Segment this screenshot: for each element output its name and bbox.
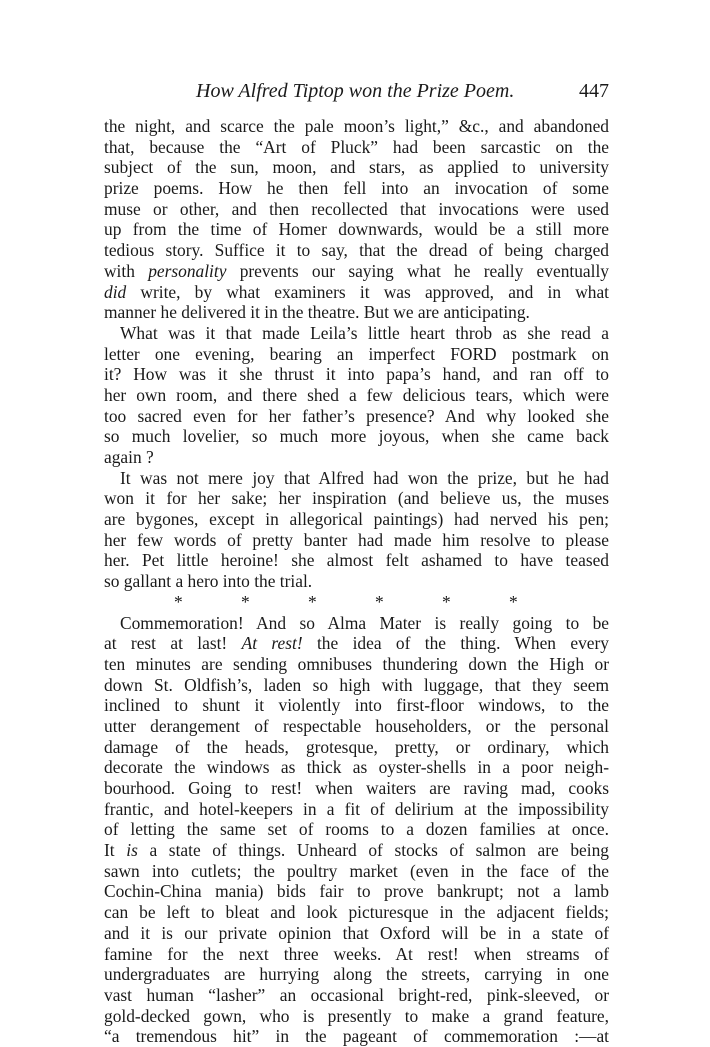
text-line: so much lovelier, so much more joyous, when she came back [104, 426, 609, 447]
text-fragment: prevents our saying what he really eventually [226, 260, 609, 281]
asterisk: * [375, 591, 384, 612]
text-line: inclined to shunt it violently into first-floor windows, to the [104, 695, 609, 716]
text-line: too sacred even for her father’s presence? And why looked she [104, 405, 609, 426]
text-line: won it for her sake; her inspiration (and believe us, the muses [104, 488, 609, 509]
text-line: sawn into cutlets; the poultry market (even in the face of the [104, 860, 609, 881]
text-line: letter one evening, bearing an imperfect FORD postmark on [104, 343, 609, 364]
text-line: tedious story. Suffice it to say, that the dread of being charged [104, 240, 609, 261]
page-header [104, 78, 609, 104]
text-fragment: with [104, 260, 149, 281]
text-line: muse or other, and then recollected that invocations were used [104, 198, 609, 219]
running-title: How Alfred Tiptop won the Prize Poem. [196, 80, 515, 102]
asterisk: * [241, 591, 250, 612]
text-line: It was not mere joy that Alfred had won the prize, but he had [120, 467, 609, 488]
text-line: her own room, and there shed a few delicious tears, which were [104, 384, 609, 405]
text-line: Cochin-China mania) bids fair to prove bankrupt; not a lamb [104, 881, 609, 902]
text-line: can be left to bleat and look picturesque in the adjacent fields; [104, 902, 609, 923]
page-number: 447 [579, 80, 609, 102]
text-line: again ? [104, 447, 154, 467]
asterisk: * [442, 591, 451, 612]
text-line: of letting the same set of rooms to a dozen families at once. [104, 819, 609, 840]
italic-emphasis: did [104, 281, 127, 302]
text-line: the night, and scarce the pale moon’s light,” &c., and abandoned [104, 116, 609, 136]
text-line: her few words of pretty banter had made him resolve to please [104, 529, 609, 550]
italic-emphasis: personality [148, 260, 227, 281]
text-line: Commemoration! And so Alma Mater is really going to be [120, 612, 609, 633]
asterisk: * [174, 591, 183, 612]
asterisk: * [308, 591, 317, 612]
text-line: that, because the “Art of Pluck” had been sarcastic on the [104, 136, 609, 157]
text-line: it? How was it she thrust it into papa’s hand, and ran off to [104, 364, 609, 385]
italic-emphasis: is [126, 840, 138, 861]
text-line: frantic, and hotel-keepers in a fit of delirium at the impossibility [104, 798, 609, 819]
text-line: vast human “lasher” an occasional bright-red, pink-sleeved, or [104, 984, 609, 1005]
text-fragment: It [104, 840, 127, 861]
text-line: manner he delivered it in the theatre. But we are anticipating. [104, 302, 530, 323]
text-line: up from the time of Homer downwards, would be a still more [104, 219, 609, 240]
text-line: gold-decked gown, who is presently to make a grand feature, [104, 1005, 609, 1026]
text-line: subject of the sun, moon, and stars, as applied to university [104, 157, 609, 178]
text-line: decorate the windows as thick as oyster-shells in a poor neigh- [104, 757, 609, 778]
text-line [104, 261, 609, 282]
text-line: prize poems. How he then fell into an invocation of some [104, 178, 609, 199]
text-line: and it is our private opinion that Oxford will be in a state of [104, 922, 609, 943]
text-fragment: the idea of the thing. When every [302, 633, 609, 654]
asterisk: * [509, 591, 518, 612]
text-line: damage of the heads, grotesque, pretty, or ordinary, which [104, 736, 609, 757]
text-line [104, 282, 609, 303]
italic-emphasis: At rest! [241, 633, 303, 654]
text-line: are bygones, except in allegorical paintings) had nerved his pen; [104, 509, 609, 530]
text-line: ten minutes are sending omnibuses thundering down the High or [104, 653, 609, 674]
text-line: “a tremendous hit” in the pageant of commemoration :—at [104, 1026, 609, 1047]
text-line: down St. Oldfish’s, laden so high with luggage, that they seem [104, 674, 609, 695]
text-line [104, 633, 609, 654]
text-line: utter derangement of respectable householders, or the personal [104, 715, 609, 736]
text-line [104, 840, 609, 861]
text-line: undergraduates are hurrying along the streets, carrying in one [104, 964, 609, 985]
text-line: What was it that made Leila’s little heart throb as she read a [120, 322, 609, 343]
text-fragment: write, by what examiners it was approved, and in what [126, 281, 609, 302]
text-line: bourhood. Going to rest! when waiters are raving mad, cooks [104, 778, 609, 798]
section-break [104, 592, 609, 613]
text-line: her. Pet little heroine! she almost felt ashamed to have teased [104, 550, 609, 571]
text-fragment: a state of things. Unheard of stocks of salmon are being [137, 840, 609, 861]
text-line: famine for the next three weeks. At rest! when streams of [104, 943, 609, 964]
body-text [104, 116, 609, 1047]
text-line: so gallant a hero into the trial. [104, 571, 313, 592]
text-fragment: at rest at last! [104, 633, 242, 654]
